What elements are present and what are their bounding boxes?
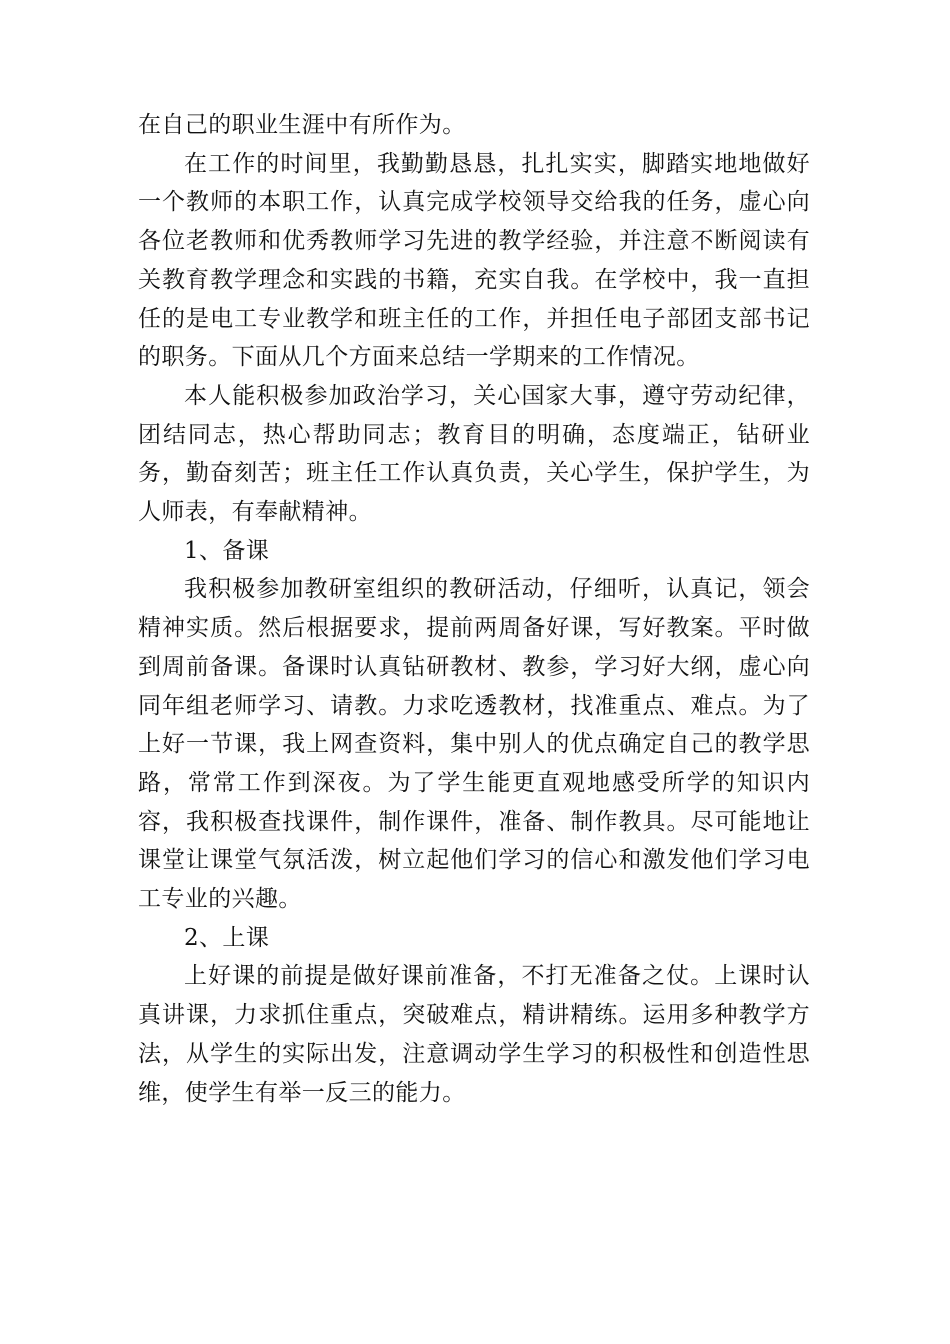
paragraph-work-overview: 在工作的时间里，我勤勤恳恳，扎扎实实，脚踏实地地做好一个教师的本职工作，认真完成学校领导交给我的任务，虚心向各位老教师和优秀教师学习先进的教学经验，并注意不断阅读有关教育教学理念和实践的书籍，充实自我。在学校中，我一直担任的是电工专业教学和班主任的工作，并担任电子部团支部书记的职务。下面从几个方面来总结一学期来的工作情况。 [138,150,810,371]
paragraph-teaching: 上好课的前提是做好课前准备，不打无准备之仗。上课时认真讲课，力求抓住重点，突破难点，精讲精练。运用多种教学方法，从学生的实际出发，注意调动学生学习的积极性和创造性思维，使学生有举一反三的能力。 [138,963,810,1106]
section-heading-teaching: 2、上课 [184,924,270,951]
paragraph-continuation: 在自己的职业生涯中有所作为。 [138,112,466,138]
paragraph-personal-attitude: 本人能积极参加政治学习，关心国家大事，遵守劳动纪律，团结同志，热心帮助同志；教育目的明确，态度端正，钻研业务，勤奋刻苦；班主任工作认真负责，关心学生，保护学生，为人师表，有奉献精神。 [138,382,810,526]
document-body [138,106,810,1112]
paragraph-lesson-prep: 我积极参加教研室组织的教研活动，仔细听，认真记，领会精神实质。然后根据要求，提前两周备好课，写好教案。平时做到周前备课。备课时认真钻研教材、教参，学习好大纲，虚心向同年组老师学习、请教。力求吃透教材，找准重点、难点。为了上好一节课，我上网查资料，集中别人的优点确定自己的教学思路，常常工作到深夜。为了学生能更直观地感受所学的知识内容，我积极查找课件，制作课件，准备、制作教具。尽可能地让课堂让课堂气氛活泼，树立起他们学习的信心和激发他们学习电工专业的兴趣。 [138,576,810,913]
section-heading-lesson-prep: 1、备课 [184,537,270,564]
